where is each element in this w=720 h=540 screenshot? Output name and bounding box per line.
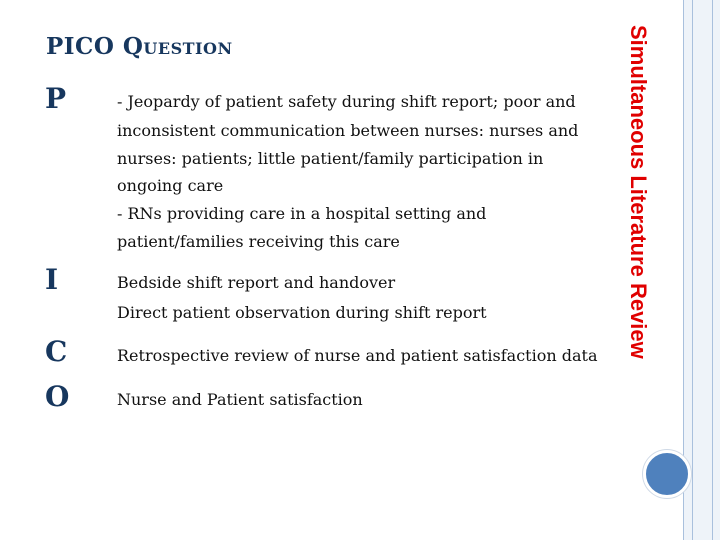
p-line-5: - RNs providing care in a hospital setting and [117,204,487,223]
i-line-1: Bedside shift report and handover [117,273,396,292]
decor-line [692,0,693,540]
pico-letter-i: I [45,263,59,296]
right-decor-band [684,0,720,540]
slide-title: PICO Question [46,33,233,60]
p-line-3: nurses: patients; little patient/family participation in [117,149,544,168]
p-line-6: patient/families receiving this care [117,232,400,251]
o-line: Nurse and Patient satisfaction [117,390,363,409]
i-line-2: Direct patient observation during shift report [117,303,487,322]
p-line-2: inconsistent communication between nurses: nurses and [117,121,579,140]
decor-line [712,0,713,540]
p-line-1: - Jeopardy of patient safety during shift report; poor and [117,92,576,111]
pico-letter-p: P [45,82,67,115]
blue-circle-icon [643,450,691,498]
c-line: Retrospective review of nurse and patient satisfaction data [117,346,598,365]
pico-letter-c: C [45,335,68,368]
pico-letter-o: O [45,380,70,413]
p-line-4: ongoing care [117,176,224,195]
side-title: Simultaneous Literature Review [626,25,651,359]
